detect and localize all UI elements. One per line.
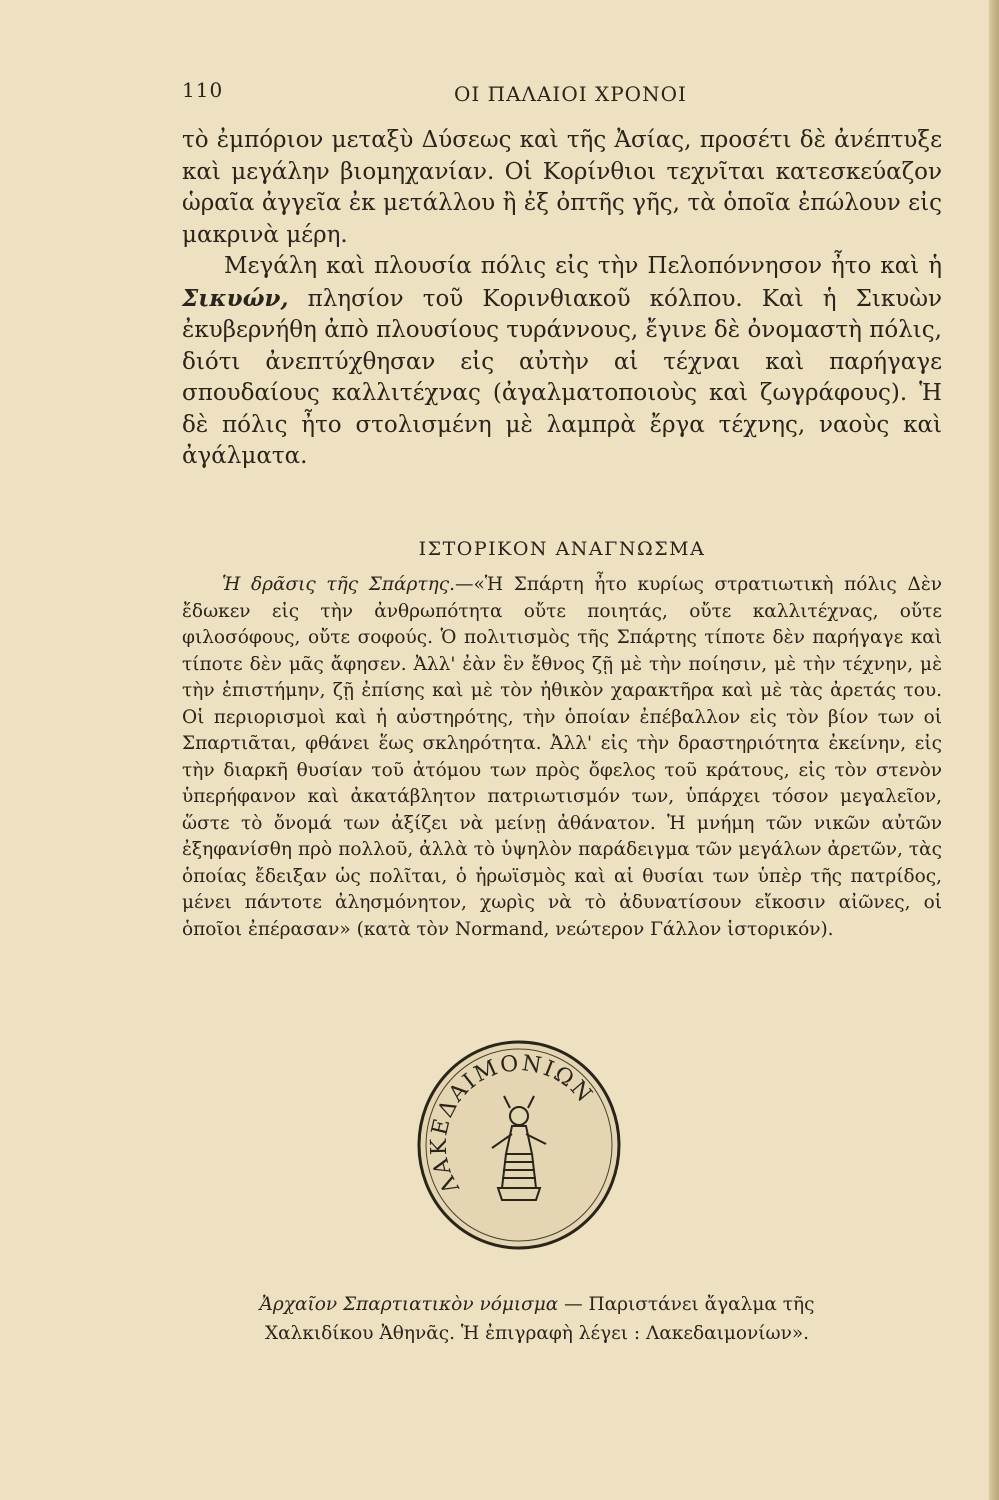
figure-caption: [212, 1290, 862, 1348]
caption-title: Ἀρχαῖον Σπαρτιατικὸν νόμισμα: [259, 1294, 559, 1315]
caption-text: — Παριστάνει ἄγαλμα τῆς Χαλκιδίκου Ἀθηνᾶς. Ἡ ἐπιγραφὴ λέγει : Λακεδαιμονίων».: [264, 1294, 815, 1344]
reading-text: —«Ἡ Σπάρτη ἦτο κυρίως στρατιωτικὴ πόλις Δὲν ἔδωκεν εἰς τὴν ἀνθρωπότητα οὔτε ποιητάς, οὔτε καλλιτέχνας, οὔτε φιλοσόφους, οὔτε σοφούς. Ὁ πολιτισμὸς τῆς Σπάρτης τίποτε δὲν παρήγαγε καὶ τίποτε δὲν μᾶς ἄφησεν. Ἀλλ' ἐὰν ἓν ἔθνος ζῇ μὲ τὴν ποίησιν, μὲ τὴν τέχνην, μὲ τὴν ἐπιστήμην, ζῇ ἐπίσης καὶ μὲ τὸν ἠθικὸν χαρακτῆρα καὶ μὲ τὰς ἀρετάς του. Οἱ περιορισμοὶ καὶ ἡ αὐστηρότης, τὴν ὁποίαν ἐπέβαλλον εἰς τὸν βίον των οἱ Σπαρτιᾶται, φθάνει ἕως σκληρότητα. Ἀλλ' εἰς τὴν δραστηριότητα ἐκείνην, εἰς τὴν διαρκῆ θυσίαν τοῦ ἀτόμου των πρὸς ὄφελος τοῦ κράτους, εἰς τὸν στενὸν ὑπερήφανον καὶ ἀκατάβλητον πατριωτισμόν των, ὑπάρχει τόσον μεγαλεῖον, ὥστε τὸ ὄνομά των ἀξίζει νὰ μείνῃ ἀθάνατον. Ἡ μνήμη τῶν νικῶν αὐτῶν ἐξηφανίσθη πρὸ πολλοῦ, ἀλλὰ τὸ ὑψηλὸν παράδειγμα τῶν μεγάλων ἀρετῶν, τὰς ὁποίας ἔδειξαν ὡς πολῖται, ὁ ἡρωϊσμὸς καὶ αἱ θυσίαι των ὑπὲρ τῆς πατρίδος, μένει πάντοτε ἀλησμόνητον, χωρὶς νὰ τὸ ἀδυνατίσουν εἴκοσιν αἰῶνες, οἱ ὁποῖοι ἐπέρασαν» (κατὰ τὸν Normand, νεώτερον Γάλλον ἱστορικόν).: [182, 574, 942, 940]
paragraph-1: τὸ ἐμπόριον μεταξὺ Δύσεως καὶ τῆς Ἀσίας, προσέτι δὲ ἀνέπτυξε καὶ μεγάλην βιομηχανίαν. Οἱ Κορίνθιοι τεχνῖται κατεσκεύαζον ὡραῖα ἀγγεῖα ἐκ μετάλλου ἢ ἐξ ὀπτῆς γῆς, τὰ ὁποῖα ἐπώλουν εἰς μακρινὰ μέρη.: [182, 127, 942, 248]
running-title: ΟΙ ΠΑΛΑΙΟΙ ΧΡΟΝΟΙ: [454, 82, 687, 106]
section-heading: ΙΣΤΟΡΙΚΟΝ ΑΝΑΓΝΩΣΜΑ: [418, 538, 706, 560]
body-text: [182, 125, 942, 473]
coin-drawing: [412, 1038, 626, 1252]
paragraph-2-rest: πλησίον τοῦ Κορινθιακοῦ κόλπου. Καὶ ἡ Σικυὼν ἐκυβερνήθη ἀπὸ πλουσίους τυράννους, ἔγινε δὲ ὀνομαστὴ πόλις, διότι ἀνεπτύχθησαν εἰς αὐτὴν αἱ τέχναι καὶ παρήγαγε σπουδαίους καλλιτέχνας (ἀγαλματοποιοὺς καὶ ζωγράφους). Ἡ δὲ πόλις ἦτο στολισμένη μὲ λαμπρὰ ἔργα τέχνης, ναοὺς καὶ ἀγάλματα.: [182, 285, 942, 469]
sikyon-term: Σικυών,: [182, 284, 289, 312]
page-header: [182, 78, 942, 114]
paragraph-2-start: Μεγάλη καὶ πλουσία πόλις εἰς τὴν Πελοπόννησον ἦτο καὶ ἡ: [224, 253, 942, 279]
spartan-coin-image: [412, 1038, 626, 1252]
historical-reading: [182, 572, 942, 943]
page-number: 110: [182, 78, 224, 102]
reading-title: Ἡ δρᾶσις τῆς Σπάρτης.: [222, 574, 455, 595]
coin-inscription: ΛΑΚΕΔΑΙΜΟΝΙΩΝ: [426, 1051, 598, 1198]
page-edge: [989, 0, 999, 1500]
paragraph-2: [182, 251, 942, 473]
